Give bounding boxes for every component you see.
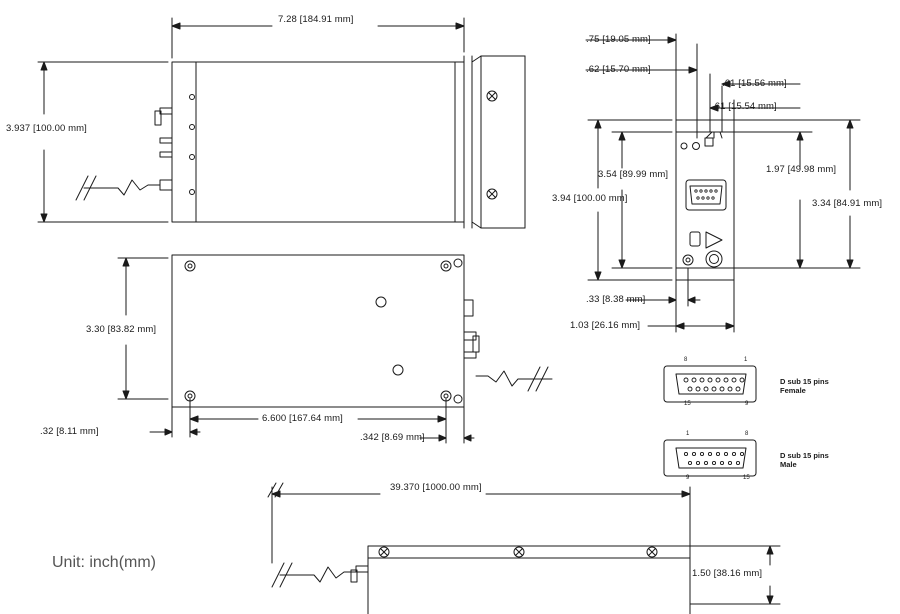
- unit-note: Unit: inch(mm): [52, 554, 157, 571]
- dim-end-left-2: 3.94 [100.00 mm]: [552, 193, 628, 204]
- pin-label-male-bottom-right: 15: [743, 475, 750, 481]
- connector-female-label: [780, 377, 829, 396]
- pin-label-male-top-right: 8: [745, 431, 749, 437]
- dim-end-top-3: .61 [15.56 mm]: [722, 78, 787, 89]
- connector-male-gender: Male: [780, 460, 797, 470]
- dim-end-left-1: 3.54 [89.99 mm]: [598, 169, 669, 180]
- connector-female-gender: Female: [780, 386, 806, 396]
- pin-label-male-top-left: 1: [686, 431, 690, 437]
- pin-label-female-bottom-left: 15: [684, 401, 691, 407]
- dim-bottom-edge-small: .32 [8.11 mm]: [40, 426, 99, 437]
- dim-top-view-width: 3.937 [100.00 mm]: [6, 123, 87, 134]
- connector-male-label: [780, 451, 829, 470]
- dim-end-top-4: .61 [15.54 mm]: [712, 101, 777, 112]
- connector-female-title: D sub 15 pins: [780, 377, 829, 386]
- connector-male-title: D sub 15 pins: [780, 451, 829, 460]
- dim-end-right-1: 1.97 [49.98 mm]: [766, 164, 837, 175]
- dim-cable-length: 39.370 [1000.00 mm]: [390, 482, 482, 493]
- dim-end-top-1: .75 [19.05 mm]: [586, 34, 651, 45]
- dim-side-height: 1.50 [38.16 mm]: [692, 568, 763, 579]
- pin-label-female-top-right: 1: [744, 357, 748, 363]
- pin-label-female-top-left: 8: [684, 357, 688, 363]
- pin-label-male-bottom-left: 9: [686, 475, 690, 481]
- dim-bottom-hole-offset: .342 [8.69 mm]: [360, 432, 425, 443]
- dim-end-bottom-2: 1.03 [26.16 mm]: [570, 320, 641, 331]
- dim-end-right-2: 3.34 [84.91 mm]: [812, 198, 883, 209]
- dim-end-bottom-1: .33 [8.38 mm]: [586, 294, 646, 305]
- dim-top-view-length: 7.28 [184.91 mm]: [278, 14, 354, 25]
- pin-label-female-bottom-right: 9: [745, 401, 749, 407]
- dim-bottom-view-length: 6.600 [167.64 mm]: [262, 413, 343, 424]
- dim-end-top-2: .62 [15.70 mm]: [586, 64, 651, 75]
- dim-bottom-view-width: 3.30 [83.82 mm]: [86, 324, 157, 335]
